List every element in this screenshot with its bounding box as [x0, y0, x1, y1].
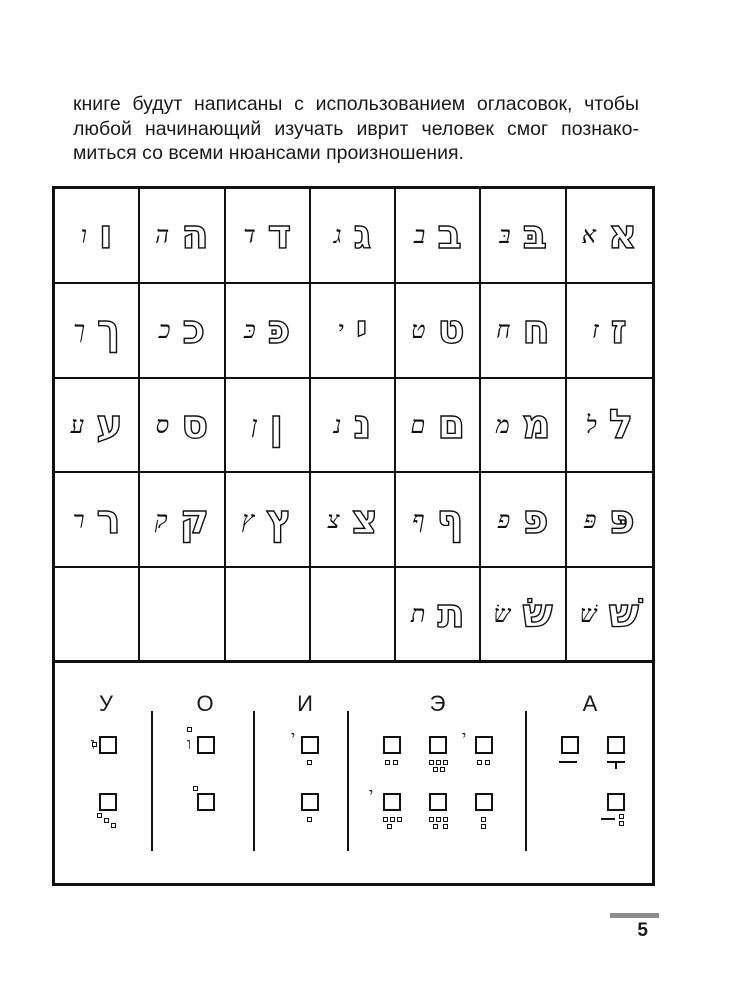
print-letter: ק	[179, 496, 210, 543]
print-letter: נ	[353, 401, 372, 448]
hirik-dot	[307, 817, 312, 822]
kubuts-dot-1	[97, 813, 102, 818]
shva-sign-box	[475, 793, 493, 811]
script-letter: ך	[73, 316, 85, 345]
script-letter: נ	[333, 410, 342, 439]
letter-cell	[567, 189, 652, 284]
letter-cell	[396, 379, 481, 474]
script-letter: ז	[591, 316, 599, 345]
holam-male-dot	[187, 727, 192, 732]
script-letter: פּ	[583, 505, 597, 534]
shva-dot-2	[481, 824, 486, 829]
kubuts-dot-3	[111, 823, 116, 828]
intro-line-3: миться со всеми нюансами произношения.	[73, 142, 464, 164]
letter-cell	[226, 189, 311, 284]
script-letter: ף	[412, 505, 425, 534]
hataf-segol-dot-5	[443, 824, 448, 829]
script-letter: ע	[70, 410, 85, 439]
script-letter: י	[337, 316, 344, 345]
script-letter: כ	[158, 316, 171, 345]
hataf-patah-dot-2	[619, 821, 624, 826]
print-letter: שׂ	[522, 591, 553, 638]
print-letter: ת	[437, 591, 465, 638]
shuruk-dot	[92, 742, 97, 747]
segol-dot-5	[440, 767, 445, 772]
tsere-dot-2	[393, 760, 398, 765]
print-letter: ר	[96, 496, 121, 543]
tsere-yod-mark: י	[462, 727, 467, 746]
patah-bar	[559, 761, 577, 763]
hataf-segol-dot-4	[443, 817, 448, 822]
script-letter: א	[581, 221, 596, 250]
print-letter: צ	[351, 496, 378, 543]
letter-cell	[311, 284, 396, 379]
letter-cell	[567, 379, 652, 474]
print-letter: כ	[182, 307, 206, 354]
print-letter: ט	[437, 307, 465, 354]
page-number: 5	[637, 920, 648, 941]
page-number-rule	[610, 913, 659, 918]
print-letter: ץ	[266, 496, 293, 543]
print-letter: ד	[267, 212, 292, 259]
vowel-label-i: И	[297, 691, 313, 716]
holam-vav-mark: ו	[187, 734, 192, 753]
segol-dot-1	[429, 760, 434, 765]
letter-cell	[226, 473, 311, 568]
print-letter: ס	[181, 401, 209, 448]
print-letter: י	[355, 307, 368, 354]
print-letter: ב	[437, 212, 462, 259]
script-letter: שׂ	[493, 600, 511, 629]
script-letter: פ	[497, 505, 511, 534]
alphabet-table	[52, 186, 655, 886]
letter-cell	[567, 568, 652, 663]
shva-dot-1	[481, 817, 486, 822]
letter-cell	[55, 284, 140, 379]
print-letter: ל	[608, 401, 634, 448]
holam-dot	[193, 786, 198, 791]
letter-cell	[396, 568, 481, 663]
print-letter: ן	[269, 401, 284, 448]
script-letter: ס	[155, 410, 170, 439]
letter-cell	[226, 284, 311, 379]
segol-dot-4	[433, 767, 438, 772]
script-letter: מ	[495, 410, 510, 439]
segol-male-dot-4	[387, 824, 392, 829]
script-letter: ג	[333, 221, 342, 250]
print-letter: שׁ	[608, 591, 640, 638]
segol-sign-box	[429, 736, 447, 754]
script-letter: ק	[154, 505, 168, 534]
vowel-separator-1	[151, 711, 153, 851]
shuruk-sign-box	[99, 736, 117, 754]
letter-cell	[481, 284, 566, 379]
hirik-sign-box	[301, 793, 319, 811]
print-letter: ח	[522, 307, 550, 354]
letter-cell	[481, 568, 566, 663]
tsere-male-dot-1	[477, 760, 482, 765]
hirik-male-dot	[307, 760, 312, 765]
letter-cell	[396, 284, 481, 379]
letter-cell	[396, 189, 481, 284]
letter-cell	[226, 379, 311, 474]
tsere-male-dot-2	[485, 760, 490, 765]
letter-cell	[55, 473, 140, 568]
hataf-segol-sign-box	[429, 793, 447, 811]
script-letter: בּ	[499, 221, 511, 250]
letter-cell	[55, 189, 140, 284]
letter-cell	[311, 379, 396, 474]
letter-cell	[55, 379, 140, 474]
letter-cell	[567, 473, 652, 568]
letter-cell	[311, 568, 396, 663]
print-letter: ו	[98, 212, 113, 259]
intro-line-1: книге будут написаны с использованием огласовок, чтобы	[73, 93, 639, 115]
vowel-label-o: О	[196, 691, 214, 716]
hataf-patah-dot-1	[619, 814, 624, 819]
print-letter: א	[607, 212, 638, 259]
script-letter: ם	[410, 410, 426, 439]
tsere-dot-1	[385, 760, 390, 765]
hataf-patah-bar	[601, 818, 615, 820]
print-letter: ם	[437, 401, 466, 448]
kamats-stem	[615, 761, 617, 769]
print-letter: ז	[610, 307, 627, 354]
print-letter: ך	[96, 307, 121, 354]
vowel-separator-4	[525, 711, 527, 851]
hataf-segol-dot-3	[433, 824, 438, 829]
script-letter: ו	[80, 221, 87, 250]
hataf-segol-dot-2	[436, 817, 441, 822]
vowel-separator-2	[253, 711, 255, 851]
script-letter: צ	[327, 505, 340, 534]
patah-sign-box	[561, 736, 579, 754]
segol-male-sign-box	[383, 793, 401, 811]
kamats-sign-box	[607, 736, 625, 754]
vowel-column-o	[165, 663, 245, 863]
segol-dot-3	[443, 760, 448, 765]
script-letter: ל	[585, 410, 597, 439]
letter-cell	[226, 568, 311, 663]
letter-cell	[481, 189, 566, 284]
script-letter: שׁ	[579, 600, 597, 629]
segol-yod-mark: י	[369, 784, 374, 803]
letter-cell	[140, 189, 225, 284]
letter-cell	[311, 189, 396, 284]
vowel-separator-3	[347, 711, 349, 851]
script-letter: ב	[413, 221, 426, 250]
tsere-male-sign-box	[475, 736, 493, 754]
letter-cell	[55, 568, 140, 663]
script-letter: ן	[251, 410, 258, 439]
script-letter: ט	[410, 316, 426, 345]
letter-cell	[481, 379, 566, 474]
vowel-signs-section	[55, 663, 652, 883]
segol-dot-2	[436, 760, 441, 765]
holam-sign-box	[197, 793, 215, 811]
print-letter: כּ	[267, 307, 291, 354]
letter-cell	[567, 284, 652, 379]
hirik-male-sign-box	[301, 736, 319, 754]
script-letter: ץ	[241, 505, 255, 534]
letter-cell	[140, 568, 225, 663]
script-letter: ת	[410, 600, 426, 629]
segol-male-dot-2	[390, 817, 395, 822]
print-letter: ע	[96, 401, 123, 448]
print-letter: מ	[521, 401, 551, 448]
kubuts-sign-box	[99, 793, 117, 811]
segol-male-dot-3	[397, 817, 402, 822]
kubuts-dot-2	[104, 818, 109, 823]
letter-cell	[140, 284, 225, 379]
vowel-column-i	[265, 663, 345, 863]
print-letter: ף	[436, 496, 464, 543]
letter-cell	[140, 379, 225, 474]
segol-male-dot-1	[383, 817, 388, 822]
intro-paragraph	[73, 92, 639, 166]
vowel-column-a	[535, 663, 645, 863]
print-letter: בּ	[522, 212, 548, 259]
script-letter: ד	[243, 221, 256, 250]
letter-cell	[311, 473, 396, 568]
letter-cell	[140, 473, 225, 568]
print-letter: ג	[353, 212, 372, 259]
hataf-segol-dot-1	[429, 817, 434, 822]
script-letter: כּ	[244, 316, 256, 345]
print-letter: פ	[522, 496, 549, 543]
script-letter: ר	[72, 505, 85, 534]
hataf-patah-sign-box	[607, 793, 625, 811]
vowel-column-u	[73, 663, 139, 863]
print-letter: ה	[181, 212, 209, 259]
script-letter: ה	[155, 221, 170, 250]
script-letter: ח	[496, 316, 511, 345]
tsere-sign-box	[383, 736, 401, 754]
hirik-yod-mark: י	[291, 727, 296, 746]
letter-cell	[481, 473, 566, 568]
letter-cell	[396, 473, 481, 568]
vowel-label-u: У	[99, 691, 113, 716]
letter-grid	[55, 189, 652, 663]
holam-male-sign-box	[197, 736, 215, 754]
vowel-column-e	[355, 663, 520, 863]
print-letter: פּ	[608, 496, 635, 543]
vowel-label-a: А	[582, 691, 598, 716]
vowel-label-e: Э	[429, 691, 446, 716]
intro-line-2: любой начинающий изучать иврит человек смог познако-	[73, 117, 639, 140]
